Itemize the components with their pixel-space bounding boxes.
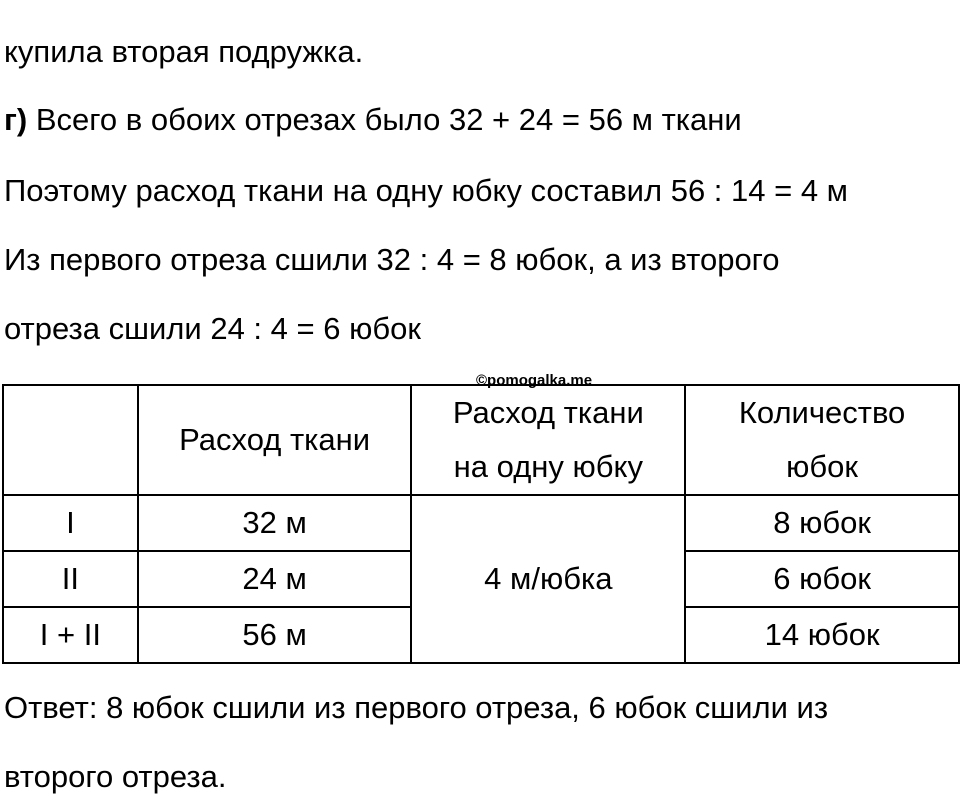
data-table [2, 384, 960, 664]
row-label-cell: I + II [3, 607, 138, 663]
row-label-cell: II [3, 551, 138, 607]
text-line-5-content: отреза сшили 24 : 4 = 6 юбок [4, 311, 421, 346]
merged-rate-cell: 4 м/юбка [411, 495, 685, 663]
header-rate-line1: Расход ткани [452, 395, 644, 430]
row-fabric-cell: 24 м [138, 551, 412, 607]
row-count-cell: 8 юбок [685, 495, 959, 551]
header-cell-empty [3, 385, 138, 495]
header-rate-line2: на одну юбку [453, 449, 643, 484]
text-line-2 [4, 100, 742, 140]
row-count-cell: 14 юбок [685, 607, 959, 663]
row-fabric-cell: 32 м [138, 495, 412, 551]
header-fabric-text: Расход ткани [179, 422, 371, 457]
item-label: г) [4, 102, 28, 137]
header-cell-fabric [138, 385, 412, 495]
header-count-line1: Количество [738, 395, 906, 430]
answer-line-1 [4, 688, 828, 728]
answer-line-1-content: Ответ: 8 юбок сшили из первого отреза, 6 юбок сшили из [4, 690, 829, 725]
row-count-cell: 6 юбок [685, 551, 959, 607]
row-label-cell: I [3, 495, 138, 551]
header-cell-rate [411, 385, 685, 495]
row-fabric-cell: 56 м [138, 607, 412, 663]
answer-line-2-content: второго отреза. [4, 759, 227, 794]
answer-line-2 [4, 757, 226, 797]
header-cell-count [685, 385, 959, 495]
text-line-1 [4, 32, 363, 72]
text-line-3 [4, 171, 848, 211]
table-header-row [3, 385, 959, 495]
header-count-line2: юбок [786, 449, 858, 484]
text-line-5 [4, 309, 421, 349]
text-line-4-content: Из первого отреза сшили 32 : 4 = 8 юбок, а из второго [4, 242, 780, 277]
text-line-4 [4, 240, 780, 280]
watermark: ©pomogalka.me [476, 372, 593, 389]
text-line-1-content: купила вторая подружка. [4, 34, 364, 69]
text-line-2-content: Всего в обоих отрезах было 32 + 24 = 56 м ткани [27, 102, 742, 137]
text-line-3-content: Поэтому расход ткани на одну юбку составил 56 : 14 = 4 м [4, 173, 848, 208]
table-row [3, 495, 959, 551]
